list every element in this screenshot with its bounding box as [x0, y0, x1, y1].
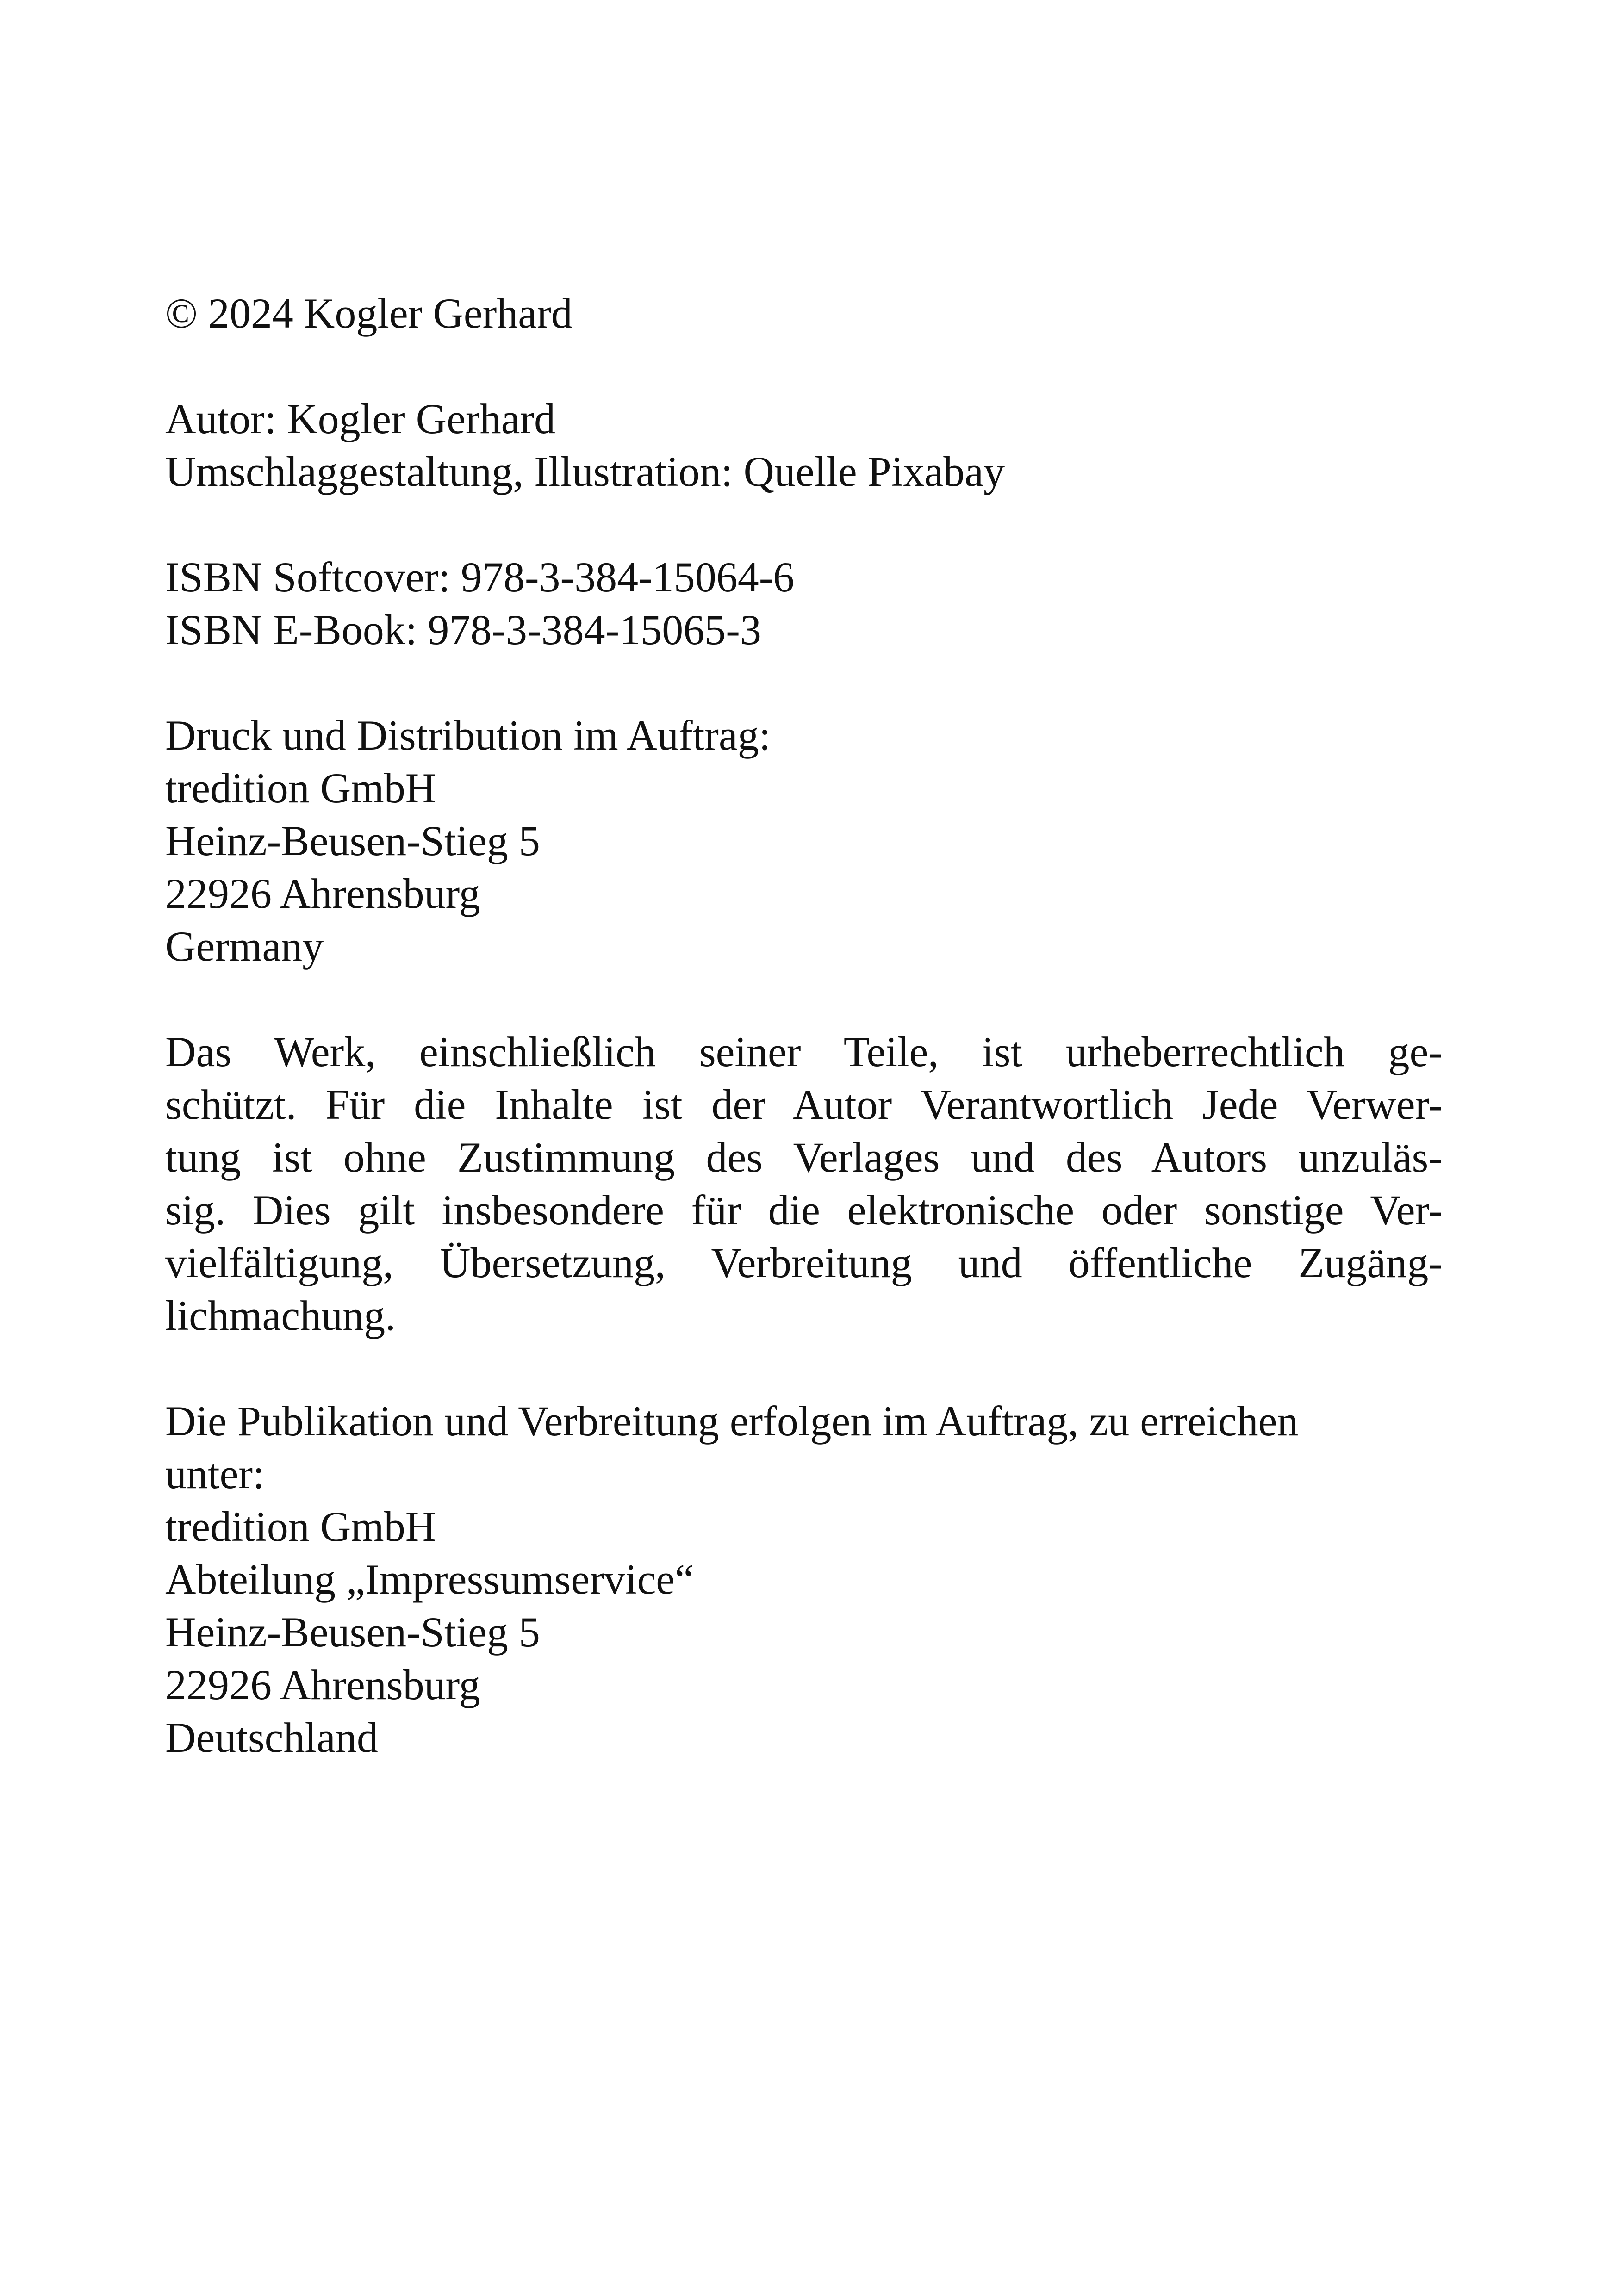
cover-design-line: Umschlaggestaltung, Illustration: Quelle Pixabay [165, 448, 1005, 495]
publication-company-line: tredition GmbH [165, 1503, 436, 1550]
publication-city-line: 22926 Ahrensburg [165, 1661, 480, 1708]
legal-paragraph-line: lichmachung. [165, 1292, 396, 1339]
imprint-content [165, 287, 1443, 1817]
legal-paragraph [165, 1025, 1443, 1342]
publication-department-line: Abteilung „Impressumservice“ [165, 1556, 694, 1603]
isbn-softcover-line: ISBN Softcover: 978-3-384-15064-6 [165, 553, 795, 601]
legal-paragraph-line: schützt. Für die Inhalte ist der Autor Verantwortlich Jede Verwer- [165, 1081, 1443, 1128]
legal-paragraph-line: tung ist ohne Zustimmung des Verlages und des Autors unzuläs- [165, 1134, 1443, 1181]
author-line: Autor: Kogler Gerhard [165, 395, 556, 442]
credits-block [165, 392, 1443, 498]
legal-paragraph-line: sig. Dies gilt insbesondere für die elektronische oder sonstige Ver- [165, 1186, 1443, 1234]
publication-country-line: Deutschland [165, 1714, 378, 1761]
isbn-block [165, 551, 1443, 656]
isbn-ebook-line: ISBN E-Book: 978-3-384-15065-3 [165, 606, 761, 653]
copyright-block [165, 287, 1443, 340]
copyright-line: © 2024 Kogler Gerhard [165, 290, 573, 337]
print-street-line: Heinz-Beusen-Stieg 5 [165, 817, 540, 864]
print-city-line: 22926 Ahrensburg [165, 870, 480, 917]
legal-paragraph-line: Das Werk, einschließlich seiner Teile, ist urheberrechtlich ge- [165, 1028, 1443, 1075]
print-country-line: Germany [165, 923, 324, 970]
publication-block [165, 1395, 1443, 1764]
legal-paragraph-line: vielfältigung, Übersetzung, Verbreitung und öffentliche Zugäng- [165, 1239, 1443, 1286]
publication-heading-line-2: unter: [165, 1450, 265, 1497]
publication-heading-line-1: Die Publikation und Verbreitung erfolgen im Auftrag, zu erreichen [165, 1397, 1299, 1445]
print-company-line: tredition GmbH [165, 764, 436, 812]
publication-street-line: Heinz-Beusen-Stieg 5 [165, 1608, 540, 1656]
print-distribution-heading: Druck und Distribution im Auftrag: [165, 712, 771, 759]
print-distribution-block [165, 709, 1443, 973]
